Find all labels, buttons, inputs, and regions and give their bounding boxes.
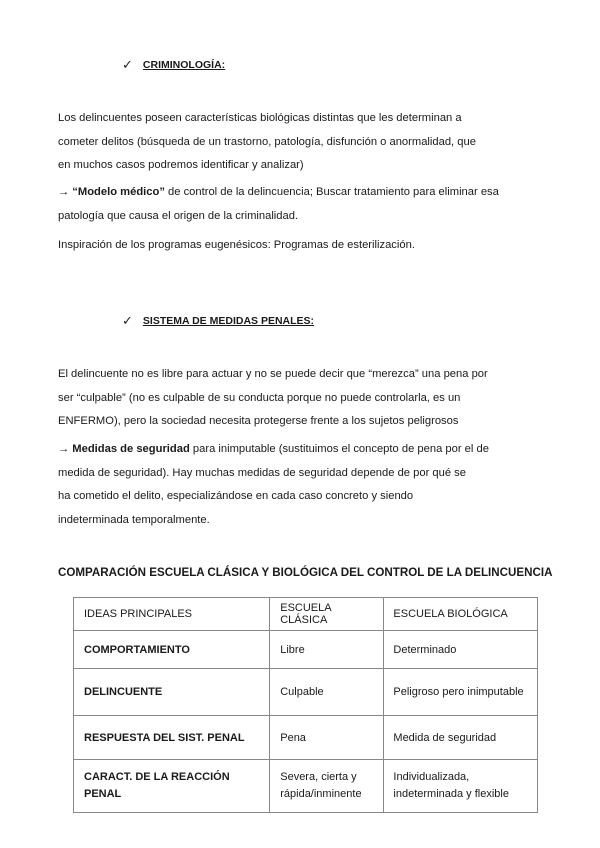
text-line: en muchos casos podremos identificar y analizar) xyxy=(58,159,304,171)
text-line: indeterminada temporalmente. xyxy=(58,513,210,526)
section-heading-criminologia xyxy=(122,58,225,71)
row-label: COMPORTAMIENTO xyxy=(74,631,270,669)
bold-term: “Modelo médico” xyxy=(72,186,165,198)
table-row xyxy=(74,631,538,669)
text-line: medida de seguridad). Hay muchas medidas de seguridad depende de por qué se xyxy=(58,466,466,479)
paragraph-not-free xyxy=(58,363,528,434)
text-line: patología que causa el origen de la criminalidad. xyxy=(58,209,299,222)
header-cell: IDEAS PRINCIPALES xyxy=(74,598,270,631)
table-cell: Determinado xyxy=(384,631,538,669)
heading-text: CRIMINOLOGÍA: xyxy=(142,58,226,71)
text-line: ENFERMO), pero la sociedad necesita protegerse frente a los sujetos peligrosos xyxy=(58,415,459,427)
section-heading-medidas-penales xyxy=(122,314,314,327)
text-line: cometer delitos (búsqueda de un trastorno, patología, disfunción o anormalidad, que xyxy=(58,135,476,148)
header-cell: ESCUELA CLÁSICA xyxy=(270,598,384,631)
arrow-icon: → xyxy=(58,186,70,198)
paragraph-eugenics xyxy=(58,234,528,258)
paragraph-biological-traits xyxy=(58,107,528,178)
table-cell: Peligroso pero inimputable xyxy=(384,669,538,716)
table-cell: Pena xyxy=(270,716,384,760)
comparison-table xyxy=(73,597,538,813)
table-row xyxy=(74,669,538,716)
text-line xyxy=(58,181,528,205)
table-cell: Individualizada, indeterminada y flexible xyxy=(384,760,538,813)
text-line: El delincuente no es libre para actuar y no se puede decir que “merezca” una pena por xyxy=(58,368,488,380)
paragraph-security-measures xyxy=(58,438,528,532)
table-cell: Culpable xyxy=(270,669,384,716)
checkmark-icon: ✓ xyxy=(122,313,133,328)
arrow-icon: → xyxy=(58,443,70,455)
comparison-title: COMPARACIÓN ESCUELA CLÁSICA Y BIOLÓGICA DEL CONTROL DE LA DELINCUENCIA xyxy=(58,566,553,579)
bold-term: Medidas de seguridad xyxy=(72,443,190,455)
row-label: RESPUESTA DEL SIST. PENAL xyxy=(74,716,270,760)
paragraph-medical-model xyxy=(58,181,528,228)
heading-text: SISTEMA DE MEDIDAS PENALES: xyxy=(142,314,315,327)
table-header-row xyxy=(74,598,538,631)
table-cell: Medida de seguridad xyxy=(384,716,538,760)
text-line: ha cometido el delito, especializándose en cada caso concreto y siendo xyxy=(58,490,414,502)
table-cell: Libre xyxy=(270,631,384,669)
checkmark-icon: ✓ xyxy=(122,57,133,72)
text-line: Inspiración de los programas eugenésicos: Programas de esterilización. xyxy=(58,239,415,251)
header-cell: ESCUELA BIOLÓGICA xyxy=(384,598,538,631)
text-span: para inimputable (sustituimos el concepto de pena por el de xyxy=(189,443,489,455)
text-line: ser “culpable” (no es culpable de su conducta porque no puede controlarla, es un xyxy=(58,391,461,404)
text-line: Los delincuentes poseen características biológicas distintas que les determinan a xyxy=(58,112,462,124)
table-row xyxy=(74,716,538,760)
text-line xyxy=(58,438,528,462)
row-label: CARACT. DE LA REACCIÓN PENAL xyxy=(74,760,270,813)
row-label: DELINCUENTE xyxy=(74,669,270,716)
table-row xyxy=(74,760,538,813)
text-span: de control de la delincuencia; Buscar tratamiento para eliminar esa xyxy=(164,186,499,198)
table-cell: Severa, cierta y rápida/inminente xyxy=(270,760,384,813)
